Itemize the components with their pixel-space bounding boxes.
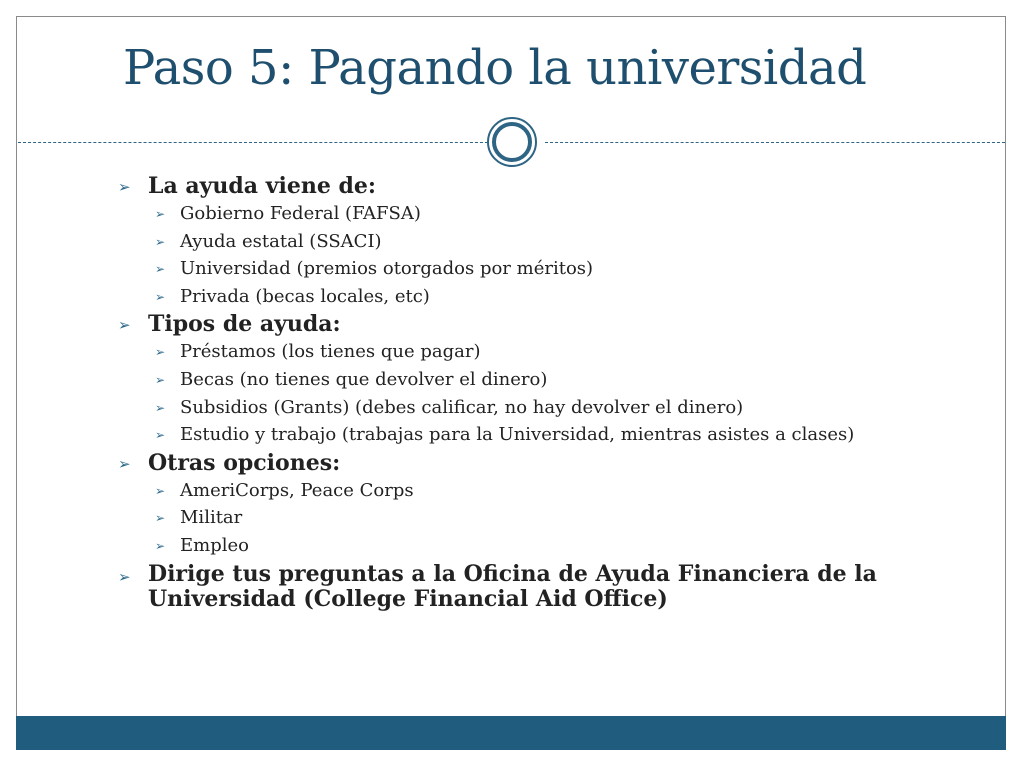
list-item	[118, 366, 978, 394]
closing-note	[118, 562, 978, 612]
list-item	[118, 394, 978, 422]
list-item-text: Préstamos (los tienes que pagar)	[180, 341, 481, 363]
arrow-bullet-icon: ➢	[155, 511, 166, 526]
list-item-text: Becas (no tienes que devolver el dinero)	[180, 368, 548, 390]
arrow-bullet-icon: ➢	[155, 289, 166, 304]
title-divider-right	[545, 142, 1005, 143]
list-item	[118, 421, 978, 449]
section-heading-text: Otras opciones:	[148, 449, 341, 476]
list-item-text: AmeriCorps, Peace Corps	[180, 479, 414, 501]
arrow-bullet-icon: ➢	[155, 483, 166, 498]
arrow-bullet-icon: ➢	[155, 207, 166, 221]
section-heading	[118, 449, 978, 477]
list-item	[118, 255, 978, 283]
arrow-bullet-icon: ➢	[155, 372, 166, 387]
section-heading-text: La ayuda viene de:	[148, 173, 377, 199]
list-item	[118, 504, 978, 532]
slide-title: Paso 5: Pagando la universidad	[123, 40, 867, 96]
list-item	[118, 532, 978, 560]
arrow-bullet-icon: ➢	[155, 234, 166, 249]
list-item-text: Universidad (premios otorgados por méritos)	[180, 258, 594, 280]
arrow-bullet-icon: ➢	[118, 178, 131, 196]
arrow-bullet-icon: ➢	[155, 262, 166, 277]
arrow-bullet-icon: ➢	[155, 400, 166, 415]
list-item-text: Subsidios (Grants) (debes calificar, no hay devolver el dinero)	[180, 396, 744, 418]
arrow-bullet-icon: ➢	[118, 454, 131, 473]
footer-band	[16, 716, 1006, 750]
arrow-bullet-icon: ➢	[155, 345, 166, 360]
list-item	[118, 228, 978, 256]
closing-note-line-2: Universidad (College Financial Aid Office)	[148, 585, 668, 612]
list-item-text: Militar	[180, 507, 243, 529]
title-divider-left	[18, 142, 488, 143]
section-heading-text: Tipos de ayuda:	[148, 311, 341, 338]
arrow-bullet-icon: ➢	[118, 316, 131, 335]
arrow-bullet-icon: ➢	[118, 567, 131, 586]
ring-icon	[486, 116, 538, 168]
bullet-list	[118, 172, 978, 612]
arrow-bullet-icon: ➢	[155, 428, 166, 443]
arrow-bullet-icon: ➢	[155, 538, 166, 553]
list-item-text: Privada (becas locales, etc)	[180, 285, 430, 307]
list-item	[118, 283, 978, 311]
list-item	[118, 338, 978, 366]
list-item-text: Empleo	[180, 534, 249, 556]
section-heading	[118, 310, 978, 338]
list-item	[118, 477, 978, 505]
list-item-text: Ayuda estatal (SSACI)	[180, 230, 382, 252]
closing-note-line-1: Dirige tus preguntas a la Oficina de Ayuda Financiera de la	[148, 560, 877, 587]
list-item-text: Gobierno Federal (FAFSA)	[180, 203, 421, 224]
list-item-text: Estudio y trabajo (trabajas para la Universidad, mientras asistes a clases)	[180, 424, 855, 446]
section-heading	[118, 172, 978, 200]
list-item	[118, 200, 978, 228]
